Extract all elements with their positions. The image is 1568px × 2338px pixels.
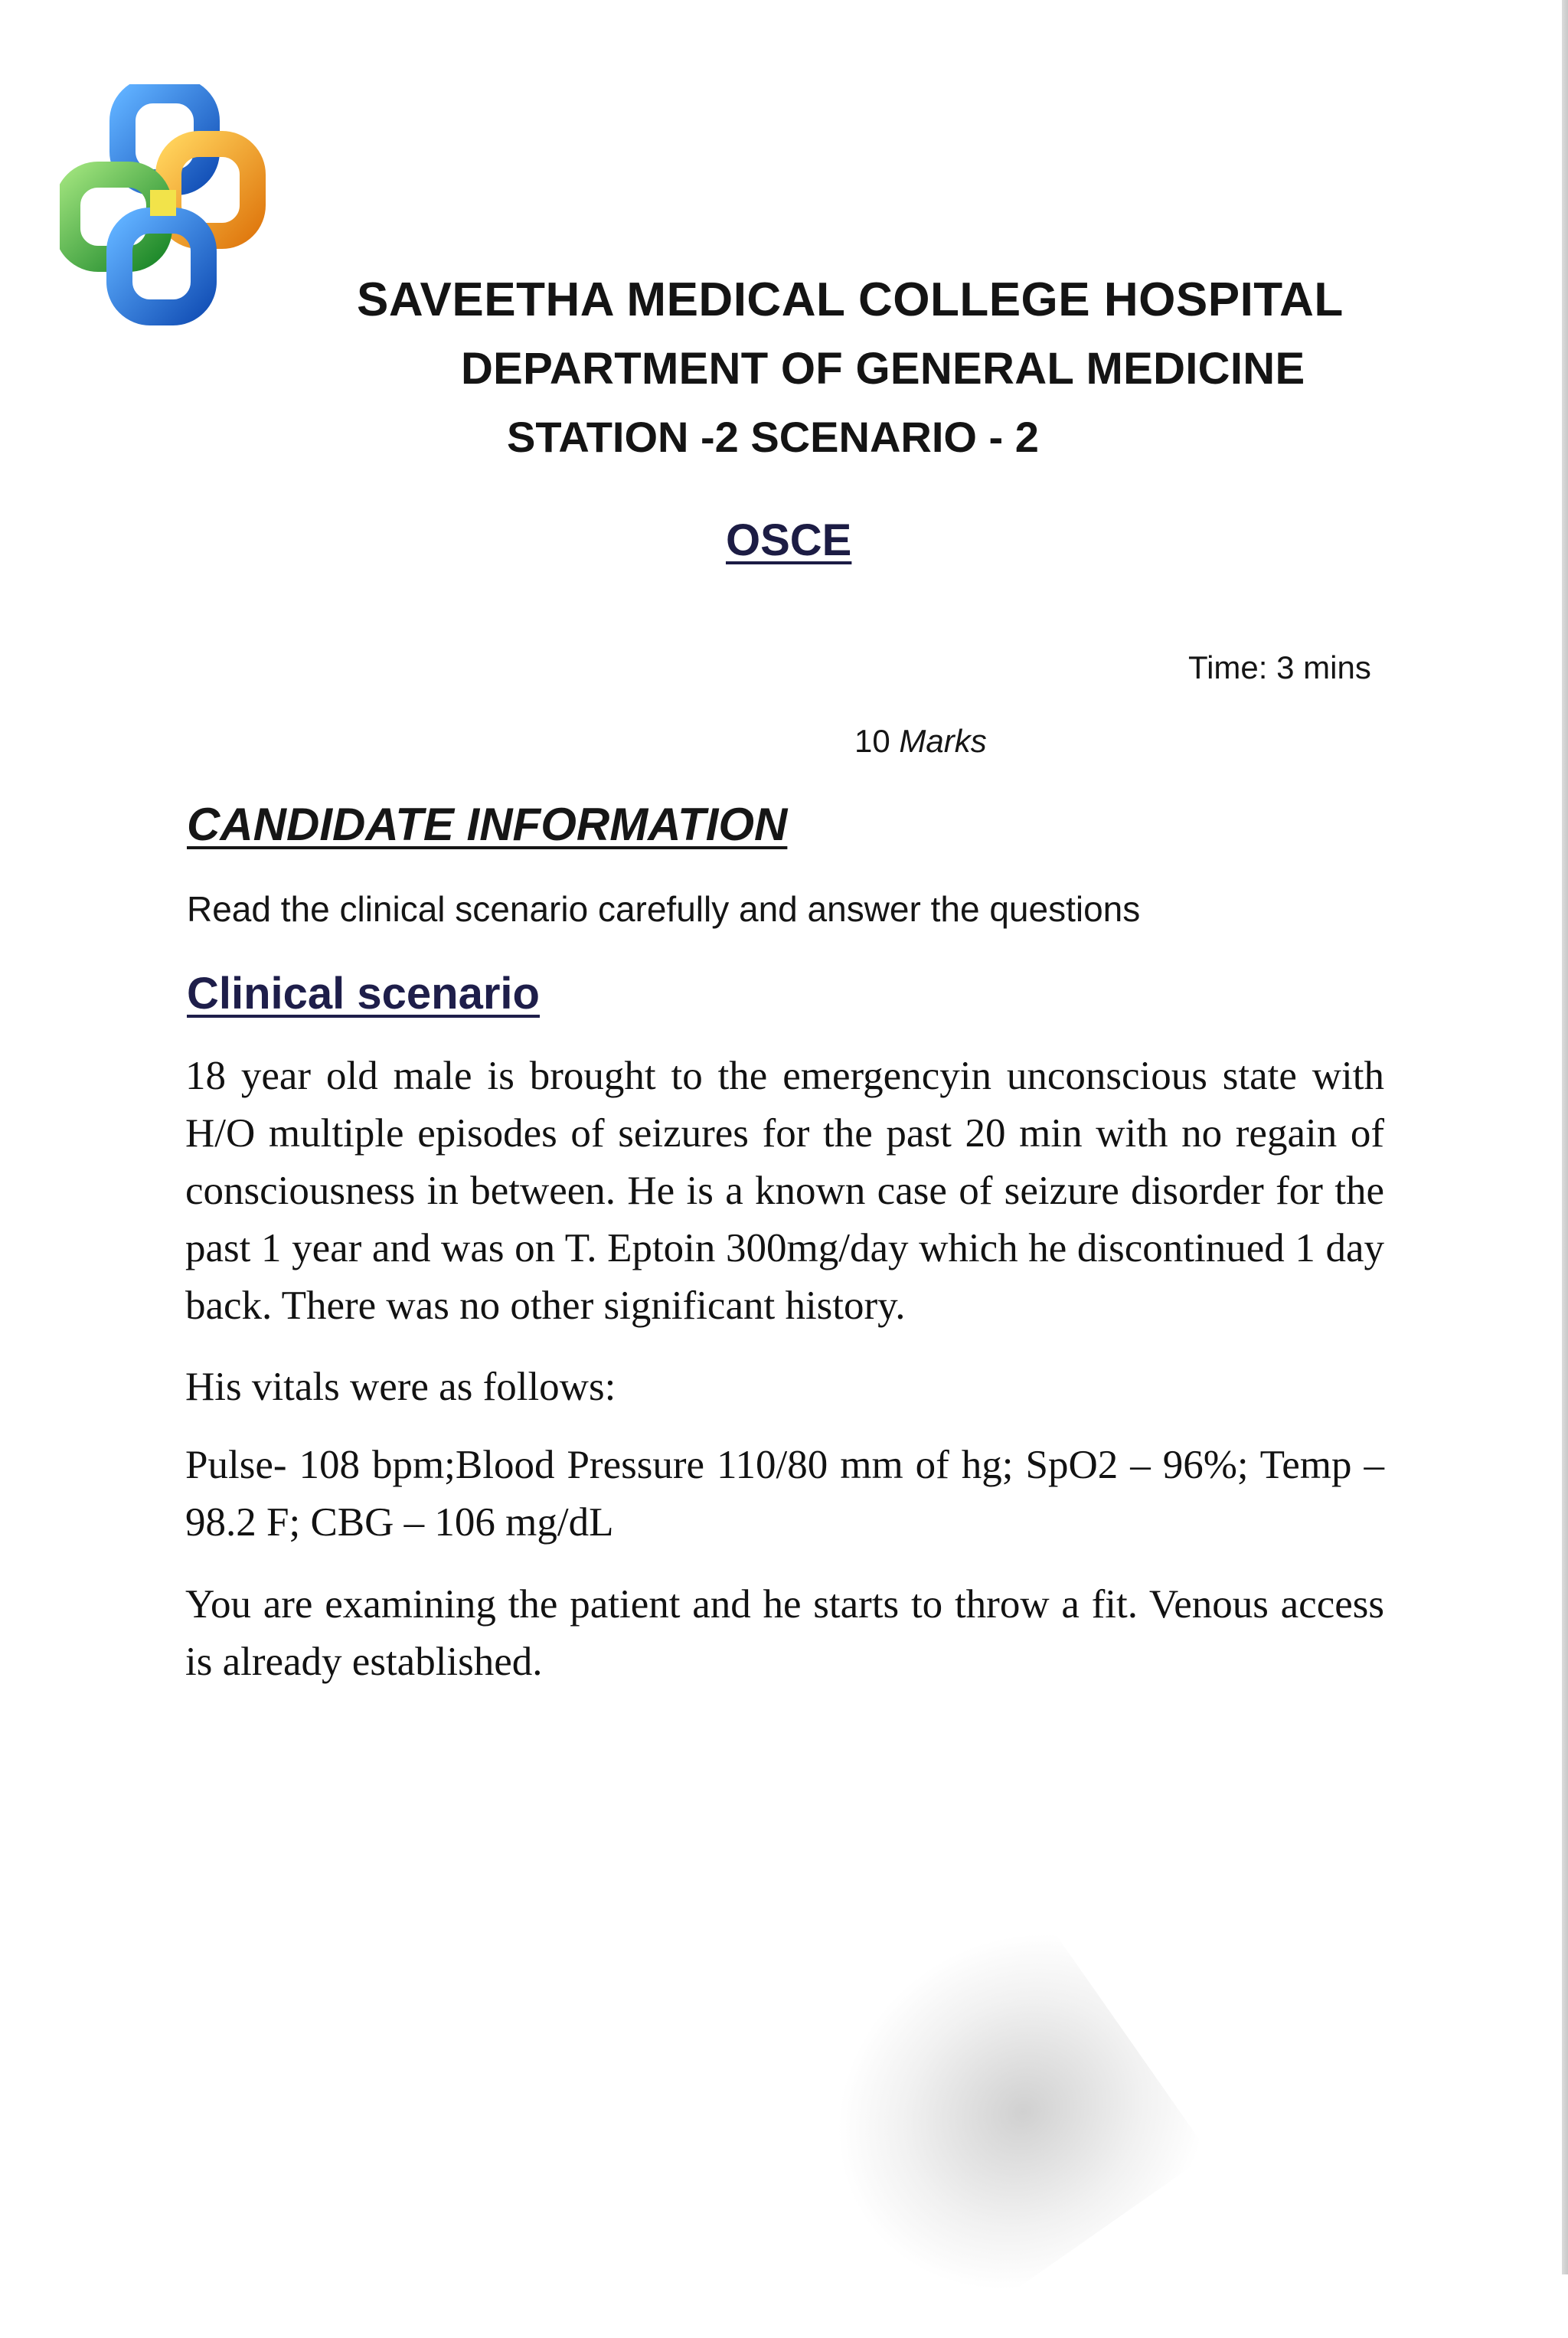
scenario-heading: Clinical scenario xyxy=(187,969,540,1019)
scenario-paragraph-vitals-intro: His vitals were as follows: xyxy=(185,1365,616,1409)
marks-number: 10 xyxy=(854,723,890,759)
exam-title: OSCE xyxy=(726,515,852,565)
candidate-heading: CANDIDATE INFORMATION xyxy=(187,799,788,850)
time-label: Time: 3 mins xyxy=(1188,649,1371,685)
shadow-smudge xyxy=(766,1897,1209,2338)
station-title: STATION -2 SCENARIO - 2 xyxy=(507,413,1039,461)
marks-word: Marks xyxy=(899,723,987,759)
candidate-instruction: Read the clinical scenario carefully and answer the questions xyxy=(187,889,1141,929)
scenario-paragraph-history: 18 year old male is brought to the emergencyin unconscious state with H/O multiple episodes of seizures for the past 20 min with no regain of consciousness in between. He is a known case of seizure disorder for the past 1 year and was on T. Eptoin 300mg/day which he discontinued 1 day back. There was no other significant history. xyxy=(185,1054,1384,1328)
scenario-paragraph-event: You are examining the patient and he starts to throw a fit. Venous access is already established. xyxy=(185,1582,1384,1684)
page-edge xyxy=(1562,0,1568,2274)
hospital-logo-icon xyxy=(60,84,274,329)
scenario-paragraph-vitals: Pulse- 108 bpm;Blood Pressure 110/80 mm of hg; SpO2 – 96%; Temp – 98.2 F; CBG – 106 mg/dL xyxy=(185,1443,1384,1545)
marks-label xyxy=(854,723,987,760)
department-title: DEPARTMENT OF GENERAL MEDICINE xyxy=(461,344,1305,394)
institution-title: SAVEETHA MEDICAL COLLEGE HOSPITAL xyxy=(357,273,1344,326)
